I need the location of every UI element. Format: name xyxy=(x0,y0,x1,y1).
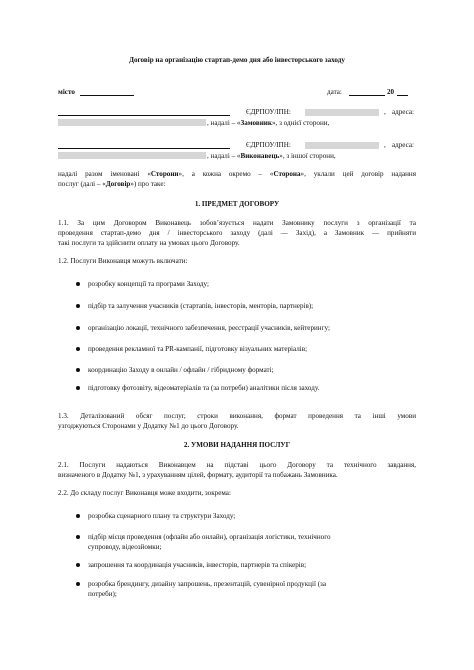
clause-1-3-line-1: 1.3. Деталізований обсяг послуг, строки виконання, формат проведення та інші умови xyxy=(58,412,416,420)
list-item: розробку концепції та програми Заходу; xyxy=(88,280,209,288)
executor-address-field[interactable] xyxy=(58,152,206,159)
clause-2-2: 2.2. До складу послуг Виконавця може входити, зокрема: xyxy=(58,489,231,497)
bullet-icon xyxy=(76,347,80,351)
list-item: розробка брендингу, дизайну запрошень, презентацій, сувенірної продукції (за xyxy=(88,580,327,588)
clause-1-1-line-1: 1.1. За цим Договором Виконавець зобов’язується надати Замовнику послуги з організації та xyxy=(58,219,416,227)
customer-edrpou-field[interactable] xyxy=(305,109,379,116)
bullet-icon xyxy=(76,282,80,286)
bullet-icon xyxy=(76,582,80,586)
clause-2-1-line-2: визначеного в Додатку №1, з урахуванням цілей, формату, аудиторії та побажань Замовника. xyxy=(58,471,338,479)
section-1-heading: 1. ПРЕДМЕТ ДОГОВОРУ xyxy=(194,200,280,208)
list-item: запрошення та координація учасників, інвесторів, партнерів та спікерів; xyxy=(88,561,307,569)
list-item: підбір та залучення учасників (стартапів, інвесторів, менторів, партнерів); xyxy=(88,302,314,310)
bullet-icon xyxy=(76,514,80,518)
bullet-icon xyxy=(76,386,80,390)
section-2-heading: 2. УМОВИ НАДАННЯ ПОСЛУГ xyxy=(183,441,291,449)
executor-name-blank[interactable] xyxy=(58,141,230,149)
executor-role-line: , надалі – «Виконавець», з іншої сторони, xyxy=(207,152,336,160)
clause-2-1-line-1: 2.1. Послуги надаються Виконавцем на підставі цього Договору та технічного завдання, xyxy=(58,461,416,469)
executor-address-label: адреса: xyxy=(392,141,414,149)
intro-line-2: послуг (далі – «Договір») про таке: xyxy=(58,180,166,188)
clause-1-1-line-2: проведення стартап-демо дня / інвесторського заходу (далі — Захід), а Замовник — прийняти xyxy=(58,229,416,237)
clause-1-2: 1.2. Послуги Виконавця можуть включати: xyxy=(58,257,188,265)
city-blank[interactable] xyxy=(80,88,134,96)
list-item-continuation: потреби); xyxy=(88,590,117,598)
list-item: проведення рекламної та PR-кампанії, підготовку візуальних матеріалів; xyxy=(88,345,308,353)
document-title: Договір на організацію стартап-демо дня або інвесторського заходу xyxy=(129,56,345,64)
bullet-icon xyxy=(76,368,80,372)
customer-edrpou-label: ЄДРПОУ/ІПН: xyxy=(246,108,291,116)
clause-1-3-line-2: узгоджуються Сторонами у Додатку №1 до цього Договору. xyxy=(58,422,239,430)
bullet-icon xyxy=(76,304,80,308)
customer-address-field[interactable] xyxy=(58,119,206,126)
year-blank[interactable] xyxy=(397,88,408,96)
bullet-icon xyxy=(76,535,80,539)
list-item: координацію Заходу в онлайн / офлайн / гібридному форматі; xyxy=(88,366,274,374)
list-item: підбір місця проведення (офлайн або онлайн), організація логістики, технічного xyxy=(88,533,331,541)
document-page: Договір на організацію стартап-демо дня або інвесторського заходу місто дата: 20 ЄДРПОУ/ІПН: , адреса: , надалі – «Замовник», з однієї сторони, ЄДРПОУ/ІПН: , адреса: , надалі – «Виконавець», з іншої сторони, надалі разом іменовані «Сторони», а кожна окремо – «Сторона», уклали цей договір надання послуг (далі – «Договір») про таке: 1. ПРЕДМЕТ ДОГОВОРУ 1.1. За цим Договором Виконавець зобов’язується надати Замовнику послуги з організації та проведення стартап-демо дня / інвесторського заходу (далі — Захід), а Замовник — прийняти такі послуги та здійснити оплату на умовах цього Договору. 1.2. Послуги Виконавця можуть включати: розробку концепції та програми Заходу; підбір та залучення учасників (стартапів, інвесторів, менторів, партнерів); організацію локації, технічного забезпечення, реєстрації учасників, кейтерингу; проведення рекламної та PR-кампанії, підготовку візуальних матеріалів; координацію Заходу в онлайн / офлайн / гібридному форматі; підготовку фотозвіту, відеоматеріалів та (за потреби) аналітики після заходу. 1.3. Деталізований обсяг послуг, строки виконання, формат проведення та інші умови узгоджуються Сторонами у Додатку №1 до цього Договору. 2. УМОВИ НАДАННЯ ПОСЛУГ 2.1. Послуги надаються Виконавцем на підставі цього Договору та технічного завдання, визначеного в Додатку №1, з урахуванням цілей, формату, аудиторії та побажань Замовника. 2.2. До складу послуг Виконавця може входити, зокрема: розробка сценарного плану та структури Заходу; підбір місця проведення (офлайн або онлайн), організація логістики, технічного супроводу, відеозйомки; запрошення та координація учасників, інвесторів, партнерів та спікерів; розробка брендингу, дизайну запрошень, презентацій, сувенірної продукції (за потреби); xyxy=(0,0,474,670)
year-prefix: 20 xyxy=(387,88,395,96)
executor-edrpou-field[interactable] xyxy=(305,142,379,149)
list-item: розробка сценарного плану та структури Заходу; xyxy=(88,512,236,520)
city-label: місто xyxy=(58,88,75,96)
customer-address-label: адреса: xyxy=(392,108,414,116)
bullet-icon xyxy=(76,563,80,567)
clause-1-1-line-3: такі послуги та здійснити оплату на умовах цього Договору. xyxy=(58,239,240,247)
date-label: дата: xyxy=(327,88,342,96)
customer-role-line: , надалі – «Замовник», з однієї сторони, xyxy=(207,119,330,127)
list-item-continuation: супроводу, відеозйомки; xyxy=(88,543,162,551)
bullet-icon xyxy=(76,326,80,330)
list-item: організацію локації, технічного забезпечення, реєстрації учасників, кейтерингу; xyxy=(88,324,330,332)
intro-line-1: надалі разом іменовані «Сторони», а кожна окремо – «Сторона», уклали цей договір надання xyxy=(58,170,416,178)
list-item: підготовку фотозвіту, відеоматеріалів та (за потреби) аналітики після заходу. xyxy=(88,384,320,392)
date-blank[interactable] xyxy=(349,88,385,96)
customer-name-blank[interactable] xyxy=(58,108,230,116)
executor-edrpou-label: ЄДРПОУ/ІПН: xyxy=(246,141,291,149)
